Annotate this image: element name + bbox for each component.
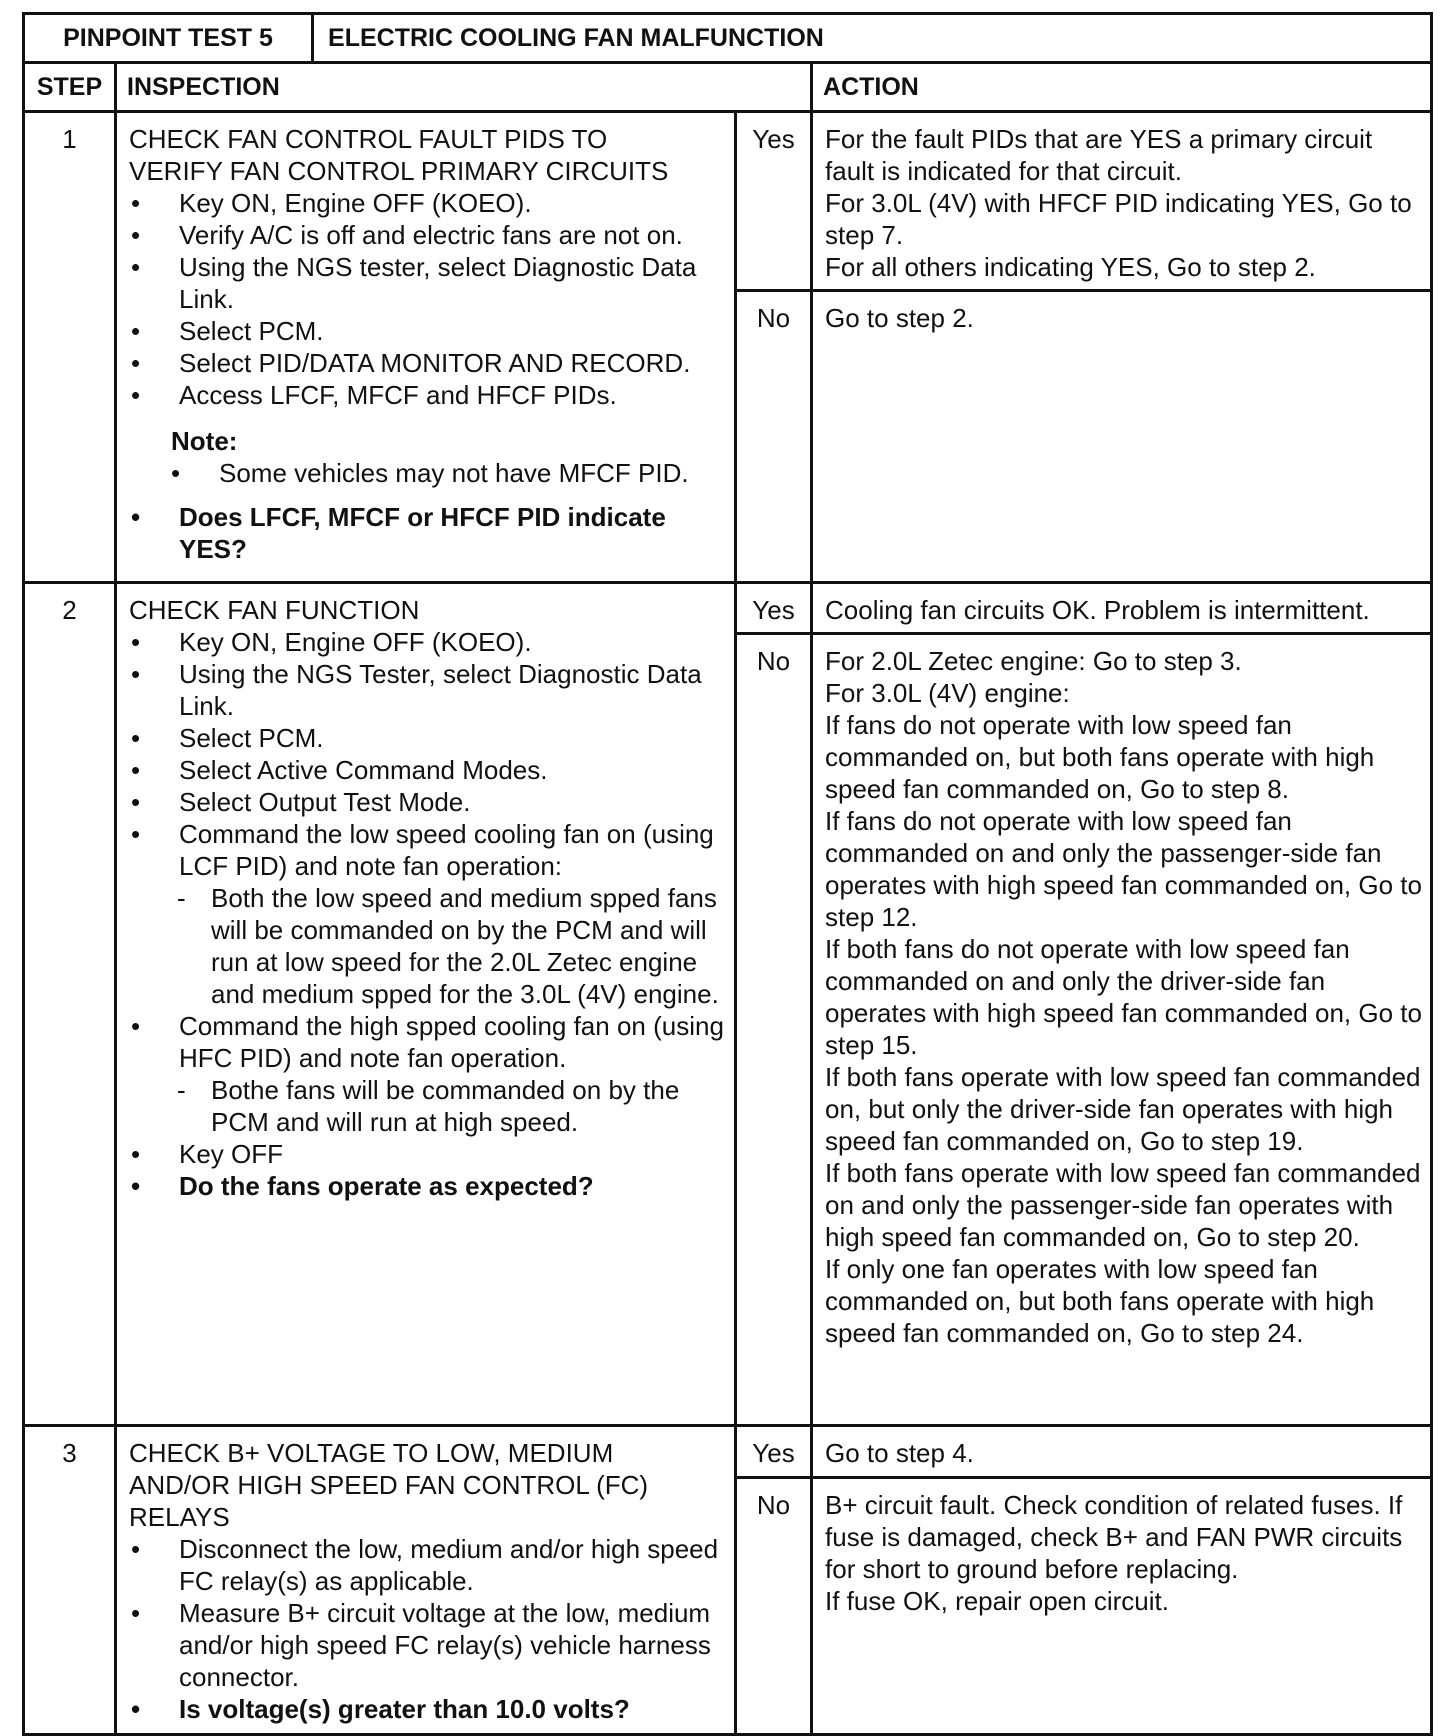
no-label: No	[736, 634, 812, 1426]
step-inspection	[116, 1426, 736, 1735]
step-number: 1	[24, 112, 116, 583]
no-action: Go to step 2.	[812, 291, 1432, 583]
step-question: • Is voltage(s) greater than 10.0 volts?	[131, 1694, 630, 1724]
yes-action: Cooling fan circuits OK. Problem is intermittent.	[812, 583, 1432, 634]
bullet-item: • Key ON, Engine OFF (KOEO).	[131, 627, 532, 657]
bullet-item: • Measure B+ circuit voltage at the low, medium and/or high speed FC relay(s) vehicle harness connector.	[131, 1598, 711, 1692]
step-column-header: STEP	[24, 63, 116, 112]
column-header-row	[24, 63, 1432, 112]
test-label: PINPOINT TEST 5	[24, 14, 313, 63]
step-number: 3	[24, 1426, 116, 1735]
bullet-item: • Select PID/DATA MONITOR AND RECORD.	[131, 348, 691, 378]
no-action: B+ circuit fault. Check condition of related fuses. If fuse is damaged, check B+ and FAN PWR circuits for short to ground before replacing. If fuse OK, repair open circuit.	[812, 1478, 1432, 1735]
no-action: For 2.0L Zetec engine: Go to step 3. For 3.0L (4V) engine: If fans do not operate with low speed fan commanded on, but both fans operate with high speed fan commanded on, Go to step 8. If fans do not operate with low speed fan commanded on and only the passenger-side fan operates with high speed fan commanded on, Go to step 12. If both fans do not operate with low speed fan commanded on and only the driver-side fan operates with high speed fan commanded on, Go to step 15. If both fans operate with low speed fan commanded on, but only the driver-side fan operates with high speed fan commanded on, Go to step 19. If both fans operate with low speed fan commanded on and only the passenger-side fan operates with high speed fan commanded on, Go to step 20. If only one fan operates with low speed fan commanded on, but both fans operate with high speed fan commanded on, Go to step 24.	[812, 634, 1432, 1426]
bullet-item: • Select PCM.	[131, 723, 324, 753]
action-column-header: ACTION	[812, 63, 1432, 112]
pinpoint-test-sheet	[22, 12, 1430, 1736]
bullet-item: • Key ON, Engine OFF (KOEO).	[131, 188, 532, 218]
step-title-line: VERIFY FAN CONTROL PRIMARY CIRCUITS	[129, 156, 669, 186]
bullet-item: • Access LFCF, MFCF and HFCF PIDs.	[131, 380, 617, 410]
sub-item: - Bothe fans will be commanded on by the PCM and will run at high speed.	[177, 1075, 680, 1137]
bullet-item: • Command the high spped cooling fan on (using HFC PID) and note fan operation.	[131, 1011, 724, 1073]
step-row	[24, 1426, 1432, 1478]
step-question: • Does LFCF, MFCF or HFCF PID indicate YES?	[131, 502, 666, 564]
bullet-item: • Disconnect the low, medium and/or high speed FC relay(s) as applicable.	[131, 1534, 719, 1596]
test-header-row	[24, 14, 1432, 63]
step-title-line: CHECK FAN FUNCTION	[129, 595, 420, 625]
bullet-item: • Using the NGS Tester, select Diagnostic Data Link.	[131, 659, 702, 721]
step-row	[24, 583, 1432, 634]
bullet-item: • Using the NGS tester, select Diagnostic Data Link.	[131, 252, 697, 314]
bullet-item: • Select PCM.	[131, 316, 324, 346]
yes-action: For the fault PIDs that are YES a primary circuit fault is indicated for that circuit. For 3.0L (4V) with HFCF PID indicating YES, Go to step 7. For all others indicating YES, Go to step 2.	[812, 112, 1432, 291]
no-label: No	[736, 1478, 812, 1735]
note-item: • Some vehicles may not have MFCF PID.	[171, 458, 689, 488]
step-number: 2	[24, 583, 116, 1426]
step-title-line: RELAYS	[129, 1502, 230, 1532]
pinpoint-test-table	[22, 12, 1433, 1736]
step-title-line: CHECK B+ VOLTAGE TO LOW, MEDIUM	[129, 1438, 614, 1468]
bullet-item: • Key OFF	[131, 1139, 284, 1169]
inspection-column-header: INSPECTION	[116, 63, 812, 112]
step-title-line: AND/OR HIGH SPEED FAN CONTROL (FC)	[129, 1470, 649, 1500]
test-title: ELECTRIC COOLING FAN MALFUNCTION	[313, 14, 1432, 63]
step-title-line: CHECK FAN CONTROL FAULT PIDS TO	[129, 124, 608, 154]
bullet-item: • Select Active Command Modes.	[131, 755, 548, 785]
yes-label: Yes	[736, 1426, 812, 1478]
note-label: Note:	[171, 426, 238, 456]
bullet-item: • Select Output Test Mode.	[131, 787, 471, 817]
no-label: No	[736, 291, 812, 583]
yes-label: Yes	[736, 112, 812, 291]
step-inspection	[116, 112, 736, 583]
bullet-item: • Verify A/C is off and electric fans are not on.	[131, 220, 683, 250]
bullet-item: • Command the low speed cooling fan on (using LCF PID) and note fan operation:	[131, 819, 714, 881]
yes-action: Go to step 4.	[812, 1426, 1432, 1478]
step-inspection	[116, 583, 736, 1426]
step-question: • Do the fans operate as expected?	[131, 1171, 594, 1201]
yes-label: Yes	[736, 583, 812, 634]
step-row	[24, 112, 1432, 291]
sub-item: - Both the low speed and medium spped fans will be commanded on by the PCM and will run at low speed for the 2.0L Zetec engine and medium spped for the 3.0L (4V) engine.	[177, 883, 719, 1009]
